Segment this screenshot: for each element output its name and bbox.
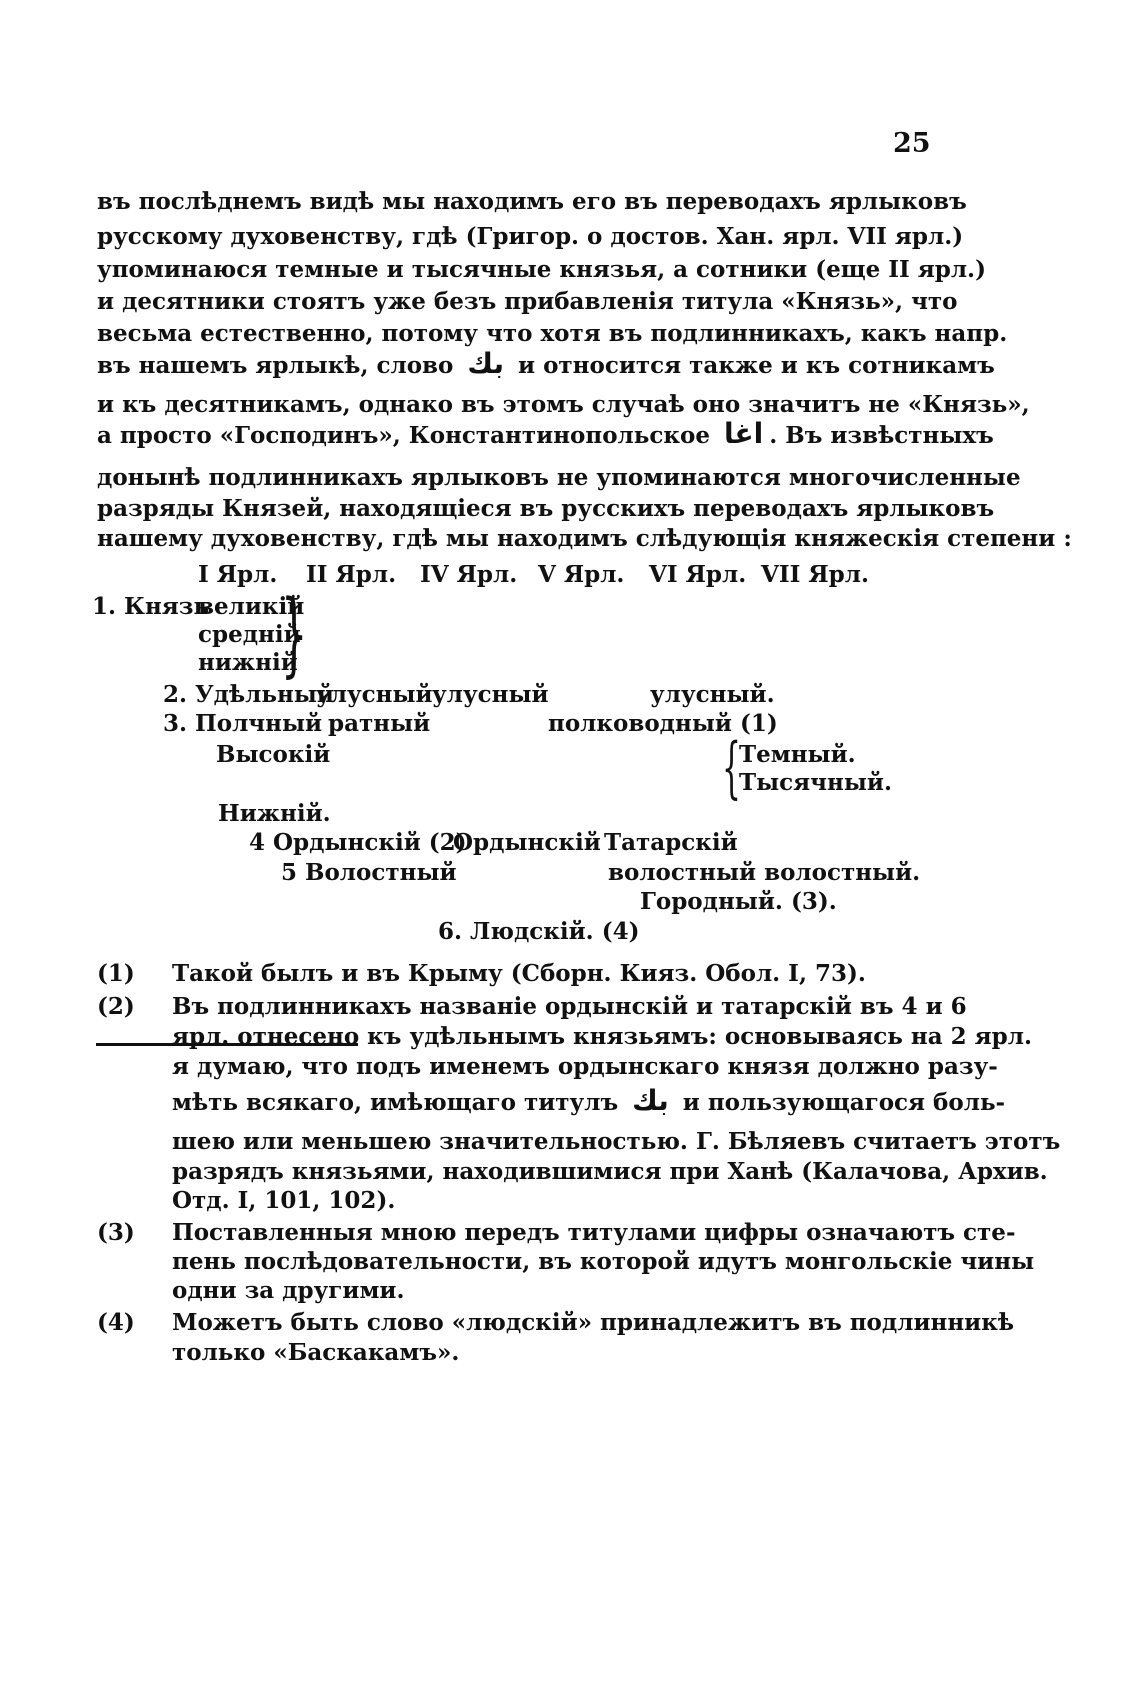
row-label: 1. Князь (92, 593, 210, 620)
table-cell: улусный (432, 681, 549, 708)
arabic-word-bek: بك (467, 347, 504, 380)
footnote-line: ярл. отнесено къ удѣльнымъ князьямъ: основываясь на 2 ярл. (172, 1023, 1032, 1050)
row-label: 6. Людскій. (4) (438, 918, 640, 945)
paragraph-line: весьма естественно, потому что хотя въ подлинникахъ, какъ напр. (97, 320, 1008, 347)
column-header: VI Ярл. (649, 561, 747, 588)
footnote-line: Такой былъ и въ Крыму (Сборн. Кияз. Обол. I, 73). (172, 960, 866, 987)
row-label: 4 Ордынскій (2) (249, 829, 467, 856)
column-header: V Ярл. (538, 561, 625, 588)
footnote-line: шею или меньшею значительностью. Г. Бѣляевъ считаетъ этотъ (172, 1128, 1061, 1155)
row-sub: Высокій (216, 741, 331, 768)
footnote-line: пень послѣдовательности, въ которой идутъ монгольскіе чины (172, 1248, 1035, 1275)
column-header: IV Ярл. (420, 561, 518, 588)
line-text: а просто «Господинъ», Константинопольское (97, 422, 710, 449)
footnote-marker: (2) (97, 993, 135, 1020)
column-header: VII Ярл. (761, 561, 869, 588)
footnote-marker: (1) (97, 960, 135, 987)
row-label: 2. Удѣльный (163, 681, 334, 708)
line-text: и относится также и къ сотникамъ (518, 352, 995, 379)
paragraph-line: разряды Князей, находящіеся въ русскихъ переводахъ ярлыковъ (97, 495, 995, 522)
footnote-line: одни за другими. (172, 1277, 405, 1304)
paragraph-line: донынѣ подлинникахъ ярлыковъ не упоминаются многочисленные (97, 464, 1021, 491)
left-brace: { (722, 729, 741, 806)
row-sub: нижній (198, 649, 298, 676)
table-cell: Городный. (3). (640, 888, 837, 915)
footnote-line: Въ подлинникахъ названіе ордынскій и татарскій въ 4 и 6 (172, 993, 967, 1020)
paragraph-line: упоминаюся темные и тысячные князья, а сотники (еще II ярл.) (97, 256, 986, 283)
footnote-marker: (4) (97, 1309, 135, 1336)
paragraph-line: и десятники стоятъ уже безъ прибавленія титула «Князь», что (97, 288, 958, 315)
footnote-line: разрядъ князьями, находившимися при Ханѣ (Калачова, Архив. (172, 1158, 1048, 1185)
footnote-line: Можетъ быть слово «людскій» принадлежитъ въ подлинникѣ (172, 1309, 1015, 1336)
table-cell: Тысячный. (739, 769, 892, 796)
row-label: 3. Полчный (163, 710, 323, 737)
table-cell: Темный. (739, 741, 856, 768)
line-text: въ нашемъ ярлыкѣ, слово (97, 352, 454, 379)
line-text: мѣть всякаго, имѣющаго титулъ (172, 1089, 619, 1116)
arabic-word-aga: اغا (724, 417, 764, 450)
footnote-line: Поставленныя мною передъ титулами цифры означаютъ сте- (172, 1219, 1016, 1246)
footnote-line (172, 1084, 1006, 1117)
table-cell: Ордынскій (453, 829, 601, 856)
footnote-line: Отд. I, 101, 102). (172, 1187, 396, 1214)
footnote-marker: (3) (97, 1219, 135, 1246)
paragraph-line: въ послѣднемъ видѣ мы находимъ его въ переводахъ ярлыковъ (97, 188, 967, 215)
footnote-line: только «Баскакамъ». (172, 1339, 460, 1366)
paragraph-line: нашему духовенству, гдѣ мы находимъ слѣдующія княжескія степени : (97, 525, 1072, 552)
row-label: 5 Волостный (281, 859, 457, 886)
table-cell: ратный (328, 710, 431, 737)
row-sub: средній (198, 621, 301, 648)
table-cell: Татарскій (604, 829, 738, 856)
line-text: и пользующагося боль- (682, 1089, 1006, 1116)
column-header: II Ярл. (306, 561, 397, 588)
arabic-word-bek: بك (632, 1084, 669, 1117)
row-sub: великій (198, 593, 305, 620)
row-sub: Нижній. (218, 800, 331, 827)
table-cell: улусный. (650, 681, 775, 708)
table-cell: волостный волостный. (608, 859, 921, 886)
paragraph-line: русскому духовенству, гдѣ (Григор. о достов. Хан. ярл. VII ярл.) (97, 223, 964, 250)
paragraph-line (97, 347, 995, 380)
column-header: I Ярл. (198, 561, 278, 588)
paragraph-line: и къ десятникамъ, однако въ этомъ случаѣ оно значитъ не «Князь», (97, 391, 1030, 418)
paragraph-line (97, 417, 994, 450)
right-brace: } (281, 580, 308, 687)
page-number: 25 (893, 128, 931, 159)
table-cell: полководный (1) (548, 710, 778, 737)
table-cell: улусный (316, 681, 433, 708)
footnote-line: я думаю, что подъ именемъ ордынскаго князя должно разу- (172, 1053, 998, 1080)
line-text: . Въ извѣстныхъ (769, 422, 994, 449)
